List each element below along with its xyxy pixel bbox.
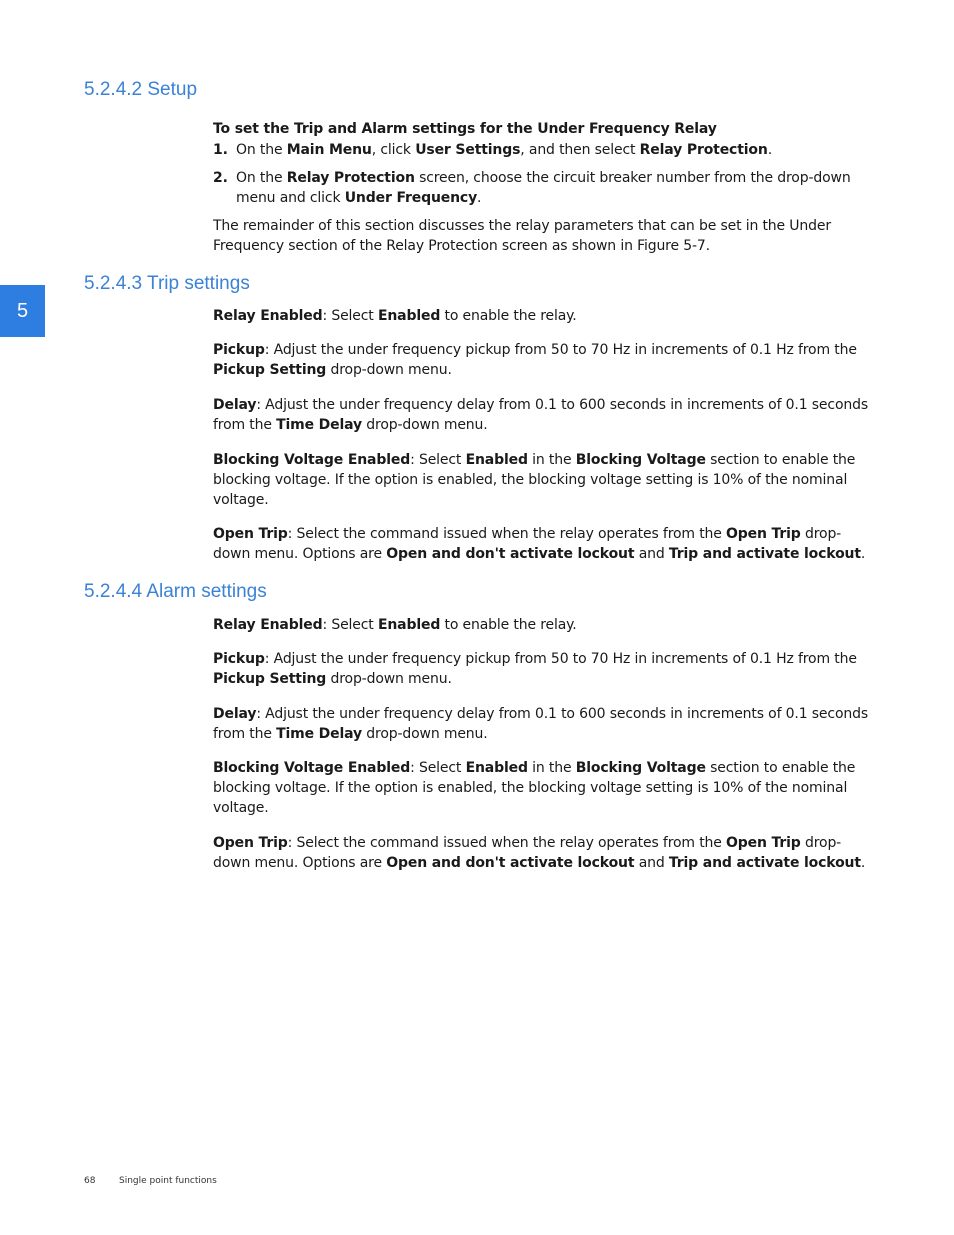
step-number: 2. — [213, 170, 228, 186]
alarm-relay-enabled: Relay Enabled: Select Enabled to enable the relay. — [213, 617, 577, 633]
heading-alarm-settings: 5.2.4.4 Alarm settings — [84, 581, 267, 602]
alarm-delay: Delay: Adjust the under frequency delay from 0.1 to 600 seconds in increments of 0.1 seconds from the Time Delay drop-down menu. — [213, 706, 868, 742]
step-text: On the Relay Protection screen, choose the circuit breaker number from the drop-down menu and click Under Frequency. — [236, 170, 851, 206]
trip-relay-enabled: Relay Enabled: Select Enabled to enable the relay. — [213, 308, 577, 324]
heading-setup: 5.2.4.2 Setup — [84, 79, 198, 100]
footer-section-title: Single point functions — [119, 1176, 217, 1186]
page-number: 68 — [84, 1176, 96, 1186]
heading-trip-settings: 5.2.4.3 Trip settings — [84, 273, 250, 294]
step-text: On the Main Menu, click User Settings, and then select Relay Protection. — [236, 142, 772, 158]
alarm-pickup: Pickup: Adjust the under frequency pickup from 50 to 70 Hz in increments of 0.1 Hz from the Pickup Setting drop-down menu. — [213, 651, 857, 687]
trip-open-trip: Open Trip: Select the command issued when the relay operates from the Open Trip drop-down menu. Options are Open and don't activate lockout and Trip and activate lockout. — [213, 526, 866, 562]
trip-blocking-voltage: Blocking Voltage Enabled: Select Enabled in the Blocking Voltage section to enable the blocking voltage. If the option is enabled, the blocking voltage setting is 10% of the nominal voltage. — [213, 452, 856, 508]
alarm-open-trip: Open Trip: Select the command issued when the relay operates from the Open Trip drop-down menu. Options are Open and don't activate lockout and Trip and activate lockout. — [213, 835, 866, 871]
trip-delay: Delay: Adjust the under frequency delay from 0.1 to 600 seconds in increments of 0.1 seconds from the Time Delay drop-down menu. — [213, 397, 868, 433]
chapter-tab: 5 — [0, 285, 45, 337]
setup-remainder: The remainder of this section discusses the relay parameters that can be set in the Under Frequency section of the Relay Protection screen as shown in Figure 5-7. — [213, 218, 831, 254]
trip-pickup: Pickup: Adjust the under frequency pickup from 50 to 70 Hz in increments of 0.1 Hz from the Pickup Setting drop-down menu. — [213, 342, 857, 378]
alarm-blocking-voltage: Blocking Voltage Enabled: Select Enabled in the Blocking Voltage section to enable the blocking voltage. If the option is enabled, the blocking voltage setting is 10% of the nominal voltage. — [213, 760, 856, 816]
setup-intro: To set the Trip and Alarm settings for the Under Frequency Relay — [213, 121, 717, 137]
step-number: 1. — [213, 142, 228, 158]
